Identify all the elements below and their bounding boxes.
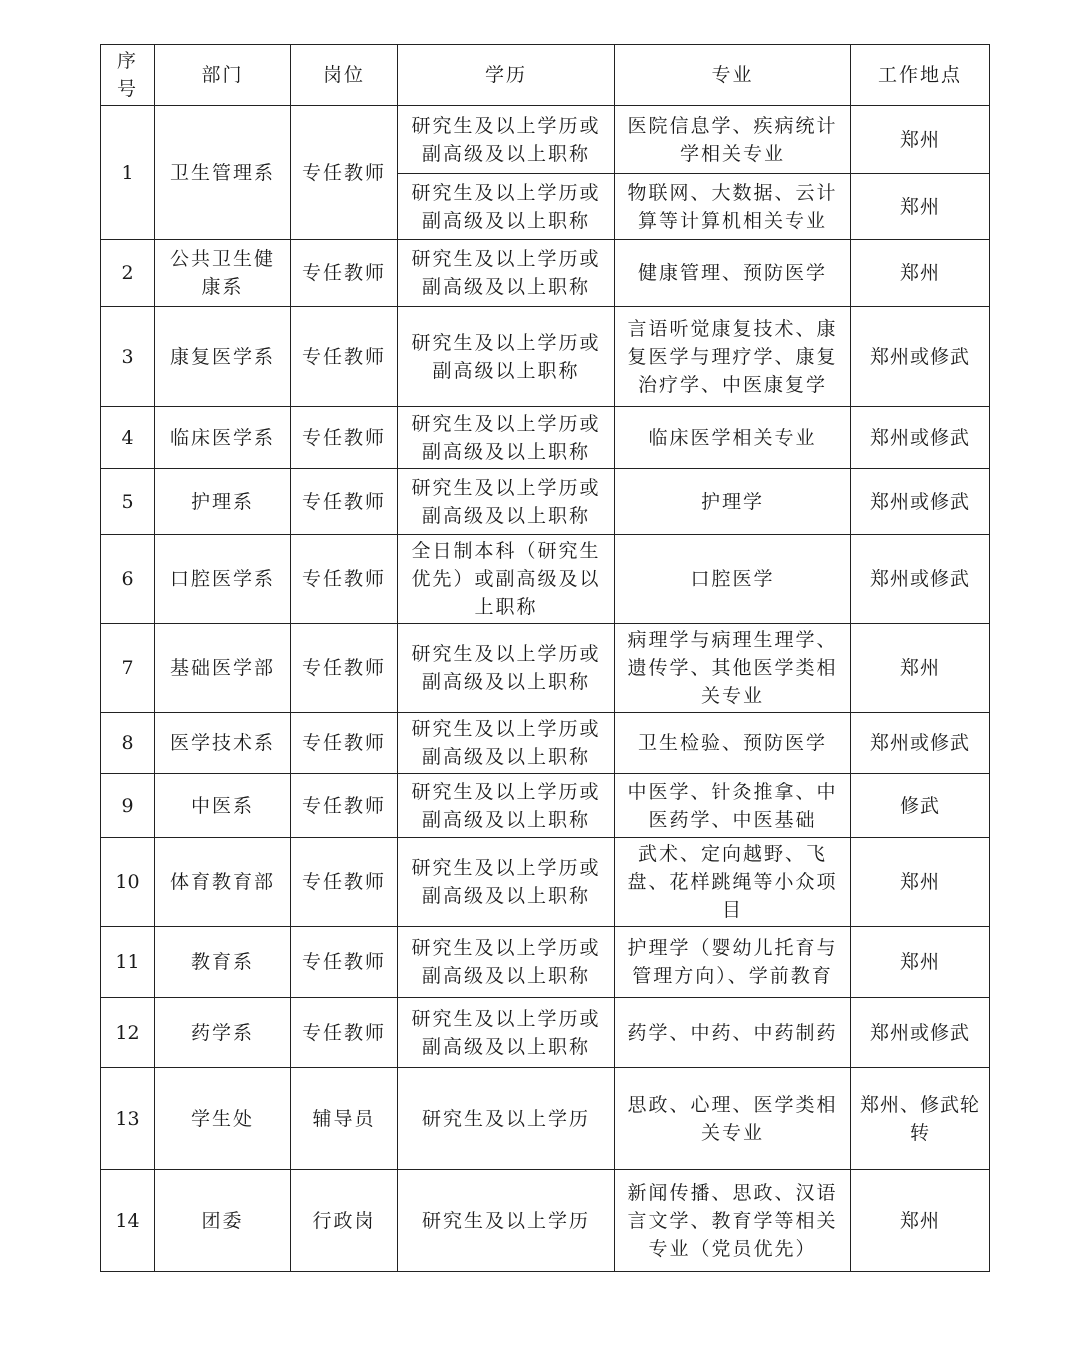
cell-major: 物联网、大数据、云计算等计算机相关专业: [615, 174, 851, 240]
cell-post: 专任教师: [291, 927, 398, 998]
cell-edu: 研究生及以上学历或副高级及以上职称: [398, 240, 615, 307]
header-no: 序号: [101, 45, 155, 106]
cell-no: 2: [101, 240, 155, 307]
cell-major: 护理学: [615, 469, 851, 535]
cell-post: 专任教师: [291, 407, 398, 469]
cell-loc: 郑州或修武: [851, 407, 990, 469]
cell-edu: 研究生及以上学历或副高级及以上职称: [398, 838, 615, 927]
table-row: [101, 535, 990, 624]
cell-major: 言语听觉康复技术、康复医学与理疗学、康复治疗学、中医康复学: [615, 307, 851, 407]
cell-major: 健康管理、预防医学: [615, 240, 851, 307]
cell-edu: 研究生及以上学历或副高级及以上职称: [398, 469, 615, 535]
cell-dept: 团委: [155, 1170, 291, 1272]
cell-dept: 护理系: [155, 469, 291, 535]
cell-loc: 郑州: [851, 927, 990, 998]
table-row: [101, 106, 990, 174]
header-dept: 部门: [155, 45, 291, 106]
cell-edu: 研究生及以上学历或副高级以上职称: [398, 307, 615, 407]
cell-dept: 卫生管理系: [155, 106, 291, 240]
table-row: [101, 240, 990, 307]
cell-loc: 郑州: [851, 240, 990, 307]
cell-loc: 郑州或修武: [851, 469, 990, 535]
cell-post: 专任教师: [291, 469, 398, 535]
header-post: 岗位: [291, 45, 398, 106]
cell-no: 11: [101, 927, 155, 998]
cell-no: 4: [101, 407, 155, 469]
cell-loc: 郑州: [851, 838, 990, 927]
cell-dept: 中医系: [155, 774, 291, 838]
cell-no: 13: [101, 1068, 155, 1170]
cell-no: 7: [101, 624, 155, 713]
cell-major: 口腔医学: [615, 535, 851, 624]
cell-dept: 医学技术系: [155, 713, 291, 774]
cell-no: 8: [101, 713, 155, 774]
cell-major: 新闻传播、思政、汉语言文学、教育学等相关专业（党员优先）: [615, 1170, 851, 1272]
cell-no: 10: [101, 838, 155, 927]
cell-edu: 研究生及以上学历或副高级及以上职称: [398, 713, 615, 774]
cell-edu: 研究生及以上学历或副高级及以上职称: [398, 774, 615, 838]
cell-major: 医院信息学、疾病统计学相关专业: [615, 106, 851, 174]
cell-major: 中医学、针灸推拿、中医药学、中医基础: [615, 774, 851, 838]
cell-dept: 药学系: [155, 998, 291, 1068]
cell-edu: 研究生及以上学历或副高级及以上职称: [398, 624, 615, 713]
table-header-row: [101, 45, 990, 106]
cell-major: 病理学与病理生理学、遗传学、其他医学类相关专业: [615, 624, 851, 713]
cell-major: 思政、心理、医学类相关专业: [615, 1068, 851, 1170]
cell-dept: 体育教育部: [155, 838, 291, 927]
header-edu: 学历: [398, 45, 615, 106]
table-row: [101, 407, 990, 469]
cell-dept: 临床医学系: [155, 407, 291, 469]
cell-dept: 基础医学部: [155, 624, 291, 713]
cell-major: 武术、定向越野、飞盘、花样跳绳等小众项目: [615, 838, 851, 927]
cell-major: 临床医学相关专业: [615, 407, 851, 469]
cell-post: 专任教师: [291, 240, 398, 307]
cell-dept: 康复医学系: [155, 307, 291, 407]
cell-post: 专任教师: [291, 838, 398, 927]
cell-dept: 学生处: [155, 1068, 291, 1170]
cell-post: 专任教师: [291, 713, 398, 774]
cell-loc: 郑州或修武: [851, 535, 990, 624]
table-row: [101, 1170, 990, 1272]
cell-no: 6: [101, 535, 155, 624]
cell-post: 专任教师: [291, 774, 398, 838]
cell-post: 辅导员: [291, 1068, 398, 1170]
cell-loc: 郑州、修武轮转: [851, 1068, 990, 1170]
recruitment-table: [100, 44, 990, 1272]
cell-loc: 郑州或修武: [851, 307, 990, 407]
cell-major: 卫生检验、预防医学: [615, 713, 851, 774]
cell-no: 1: [101, 106, 155, 240]
cell-post: 专任教师: [291, 624, 398, 713]
cell-edu: 研究生及以上学历或副高级及以上职称: [398, 174, 615, 240]
cell-post: 专任教师: [291, 106, 398, 240]
table-row: [101, 927, 990, 998]
header-major: 专业: [615, 45, 851, 106]
cell-post: 专任教师: [291, 307, 398, 407]
cell-edu: 研究生及以上学历或副高级及以上职称: [398, 927, 615, 998]
cell-edu: 研究生及以上学历: [398, 1068, 615, 1170]
table-row: [101, 713, 990, 774]
cell-edu: 研究生及以上学历或副高级及以上职称: [398, 407, 615, 469]
cell-no: 3: [101, 307, 155, 407]
cell-edu: 研究生及以上学历或副高级及以上职称: [398, 106, 615, 174]
table-row: [101, 624, 990, 713]
header-loc: 工作地点: [851, 45, 990, 106]
cell-loc: 郑州: [851, 106, 990, 174]
cell-major: 护理学（婴幼儿托育与管理方向）、学前教育: [615, 927, 851, 998]
cell-dept: 口腔医学系: [155, 535, 291, 624]
table-row: [101, 307, 990, 407]
table-row: [101, 469, 990, 535]
cell-major: 药学、中药、中药制药: [615, 998, 851, 1068]
cell-loc: 郑州: [851, 1170, 990, 1272]
cell-loc: 修武: [851, 774, 990, 838]
cell-post: 专任教师: [291, 998, 398, 1068]
cell-no: 14: [101, 1170, 155, 1272]
cell-edu: 研究生及以上学历或副高级及以上职称: [398, 998, 615, 1068]
cell-post: 行政岗: [291, 1170, 398, 1272]
cell-loc: 郑州: [851, 624, 990, 713]
cell-loc: 郑州或修武: [851, 713, 990, 774]
cell-dept: 公共卫生健康系: [155, 240, 291, 307]
cell-edu: 研究生及以上学历: [398, 1170, 615, 1272]
table-row: [101, 1068, 990, 1170]
table-row: [101, 838, 990, 927]
cell-no: 9: [101, 774, 155, 838]
table-row: [101, 998, 990, 1068]
cell-loc: 郑州或修武: [851, 998, 990, 1068]
table-row: [101, 774, 990, 838]
cell-no: 5: [101, 469, 155, 535]
cell-edu: 全日制本科（研究生优先）或副高级及以上职称: [398, 535, 615, 624]
cell-post: 专任教师: [291, 535, 398, 624]
cell-no: 12: [101, 998, 155, 1068]
cell-dept: 教育系: [155, 927, 291, 998]
cell-loc: 郑州: [851, 174, 990, 240]
